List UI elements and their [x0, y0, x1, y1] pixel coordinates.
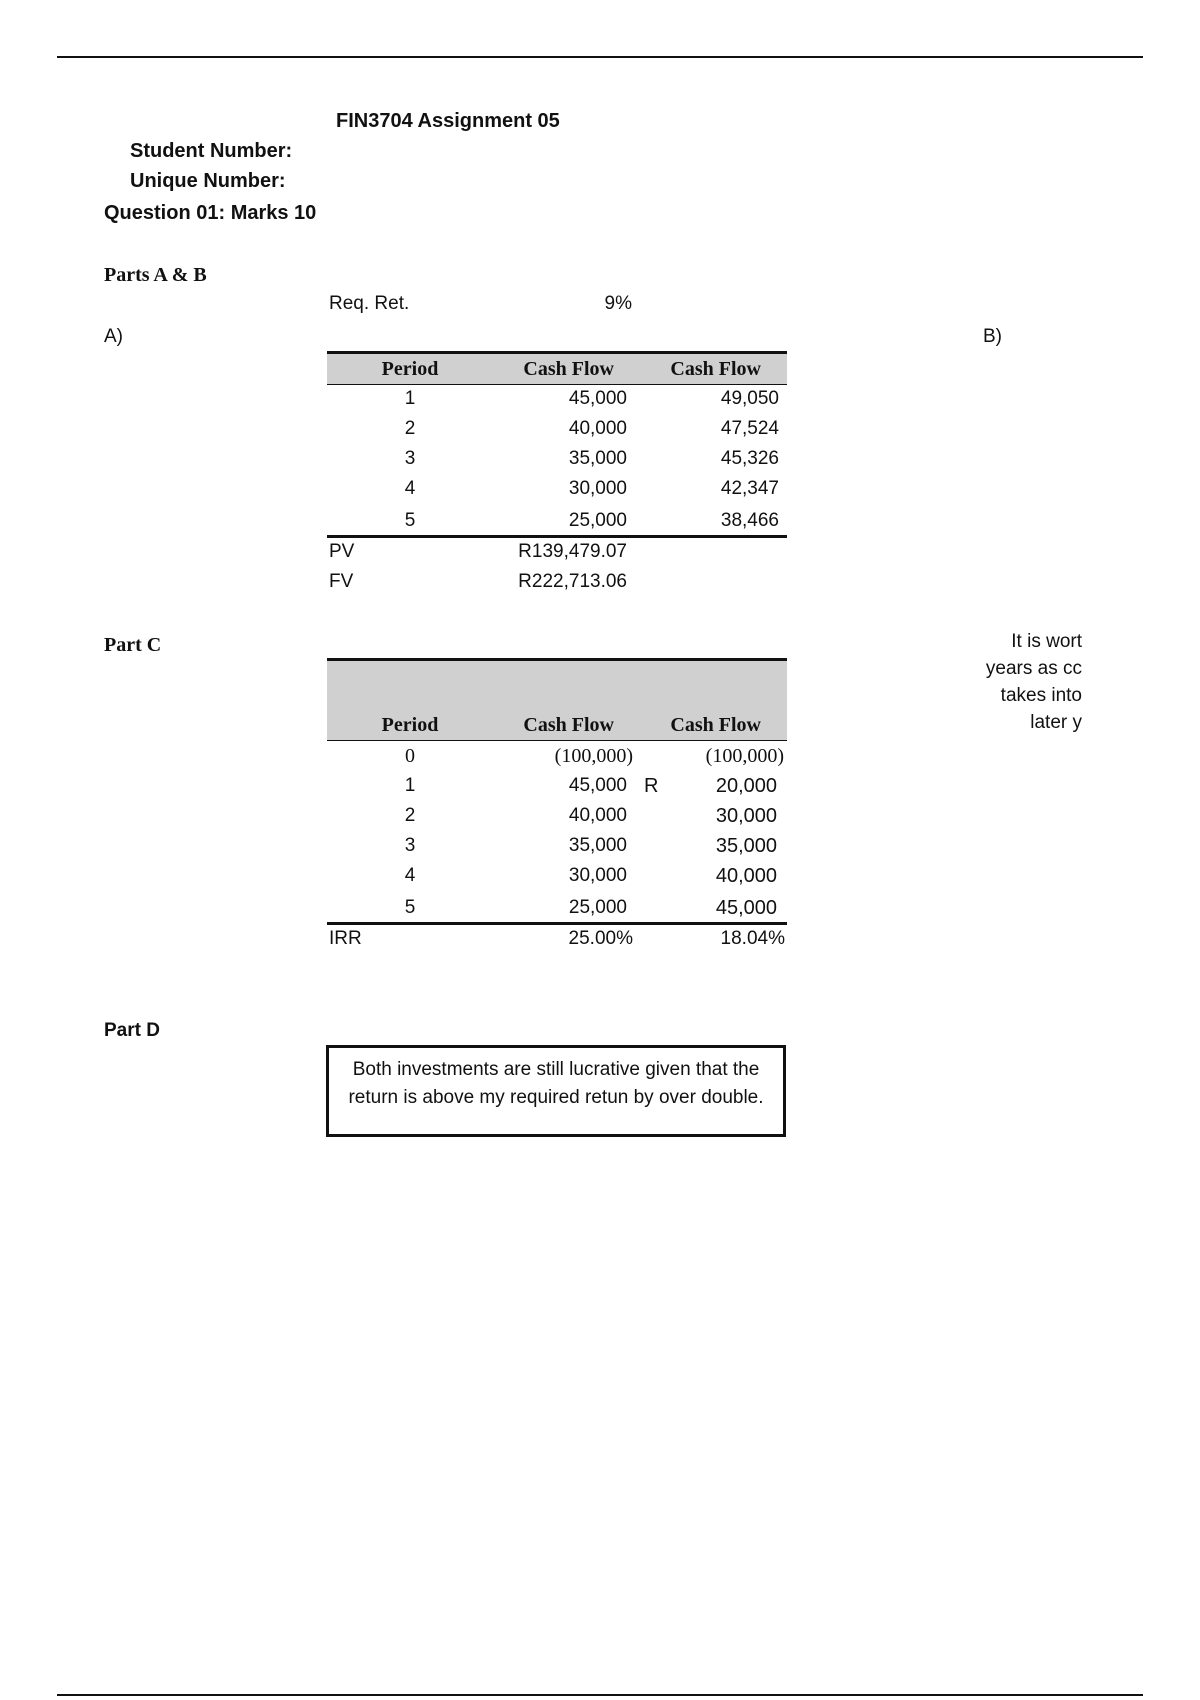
top-rule: [57, 56, 1143, 58]
table-c-row-4-cf2: 40,000: [715, 865, 777, 887]
part-d-answer-box: [326, 1045, 786, 1137]
irr-label: IRR: [329, 928, 362, 949]
student-number-label: Student Number:: [130, 140, 293, 162]
table-ab-bottom-border: [327, 535, 787, 538]
fv-label: FV: [329, 571, 354, 592]
unique-number-label: Unique Number:: [130, 170, 286, 192]
table-ab-row-2-period: 2: [404, 418, 416, 439]
table-c-col-period: Period: [381, 714, 439, 736]
table-c-row-2-cf2: 30,000: [715, 805, 777, 827]
table-c-row-3-cf1: 35,000: [568, 835, 627, 856]
table-c-row-1-currency: R: [644, 775, 659, 797]
table-c-row-1-cf2: 20,000: [715, 775, 777, 797]
side-note-line-4: later y: [1030, 712, 1082, 733]
part-c-heading: Part C: [104, 634, 162, 656]
table-ab-col-cashflow-1: Cash Flow: [523, 358, 614, 380]
table-c-col-cashflow-1: Cash Flow: [523, 714, 614, 736]
table-ab-row-3-cf1: 35,000: [568, 448, 627, 469]
table-c-row-5-period: 5: [404, 897, 416, 918]
table-ab-row-1-cf1: 45,000: [568, 388, 627, 409]
side-note-line-1: It is wort: [1011, 631, 1082, 652]
table-c-row-5-cf2: 45,000: [715, 897, 777, 919]
table-c-row-5-cf1: 25,000: [568, 897, 627, 918]
irr-value-1: 25.00%: [568, 928, 633, 949]
question-label: Question 01: Marks 10: [104, 202, 317, 224]
table-c-row-0-cf2: (100,000): [705, 745, 784, 767]
table-c-header-rule: [327, 740, 787, 741]
part-b-label: B): [983, 326, 1002, 347]
bottom-rule: [57, 1694, 1143, 1696]
pv-value: R139,479.07: [518, 541, 627, 562]
table-ab-row-5-period: 5: [404, 510, 416, 531]
side-note-line-3: takes into: [1000, 685, 1082, 706]
table-ab-row-4-period: 4: [404, 478, 416, 499]
table-c-row-4-period: 4: [404, 865, 416, 886]
table-ab-row-3-cf2: 45,326: [720, 448, 779, 469]
table-ab-row-2-cf1: 40,000: [568, 418, 627, 439]
table-ab-row-5-cf2: 38,466: [720, 510, 779, 531]
table-ab-row-1-cf2: 49,050: [720, 388, 779, 409]
irr-value-2: 18.04%: [720, 928, 785, 949]
table-ab-row-4-cf2: 42,347: [720, 478, 779, 499]
table-ab-row-1-period: 1: [404, 388, 416, 409]
table-c-row-3-cf2: 35,000: [715, 835, 777, 857]
table-ab-col-period: Period: [381, 358, 439, 380]
table-c-row-2-cf1: 40,000: [568, 805, 627, 826]
pv-label: PV: [329, 541, 355, 562]
table-c-col-cashflow-2: Cash Flow: [670, 714, 761, 736]
assignment-title: FIN3704 Assignment 05: [336, 110, 560, 132]
parts-ab-heading: Parts A & B: [104, 264, 207, 286]
table-c-row-1-period: 1: [404, 775, 416, 796]
table-ab-row-2-cf2: 47,524: [720, 418, 779, 439]
table-c-row-2-period: 2: [404, 805, 416, 826]
side-note-line-2: years as cc: [985, 658, 1082, 679]
req-ret-value: 9%: [604, 293, 632, 314]
table-c-row-0-period: 0: [405, 745, 415, 767]
table-c-row-1-cf1: 45,000: [568, 775, 627, 796]
table-c-bottom-border: [327, 922, 787, 925]
table-ab-row-5-cf1: 25,000: [568, 510, 627, 531]
table-ab-row-3-period: 3: [404, 448, 416, 469]
table-c-row-4-cf1: 30,000: [568, 865, 627, 886]
part-d-answer-text: Both investments are still lucrative given that the return is above my required retun by over double.: [348, 1059, 764, 1108]
req-ret-label: Req. Ret.: [329, 293, 410, 314]
table-c-row-3-period: 3: [404, 835, 416, 856]
table-c-row-0-cf1: (100,000): [554, 745, 633, 767]
table-ab-col-cashflow-2: Cash Flow: [670, 358, 761, 380]
table-ab-row-4-cf1: 30,000: [568, 478, 627, 499]
table-ab-header-rule: [327, 384, 787, 385]
part-a-label: A): [104, 326, 123, 347]
fv-value: R222,713.06: [518, 571, 627, 592]
part-d-heading: Part D: [104, 1020, 160, 1041]
